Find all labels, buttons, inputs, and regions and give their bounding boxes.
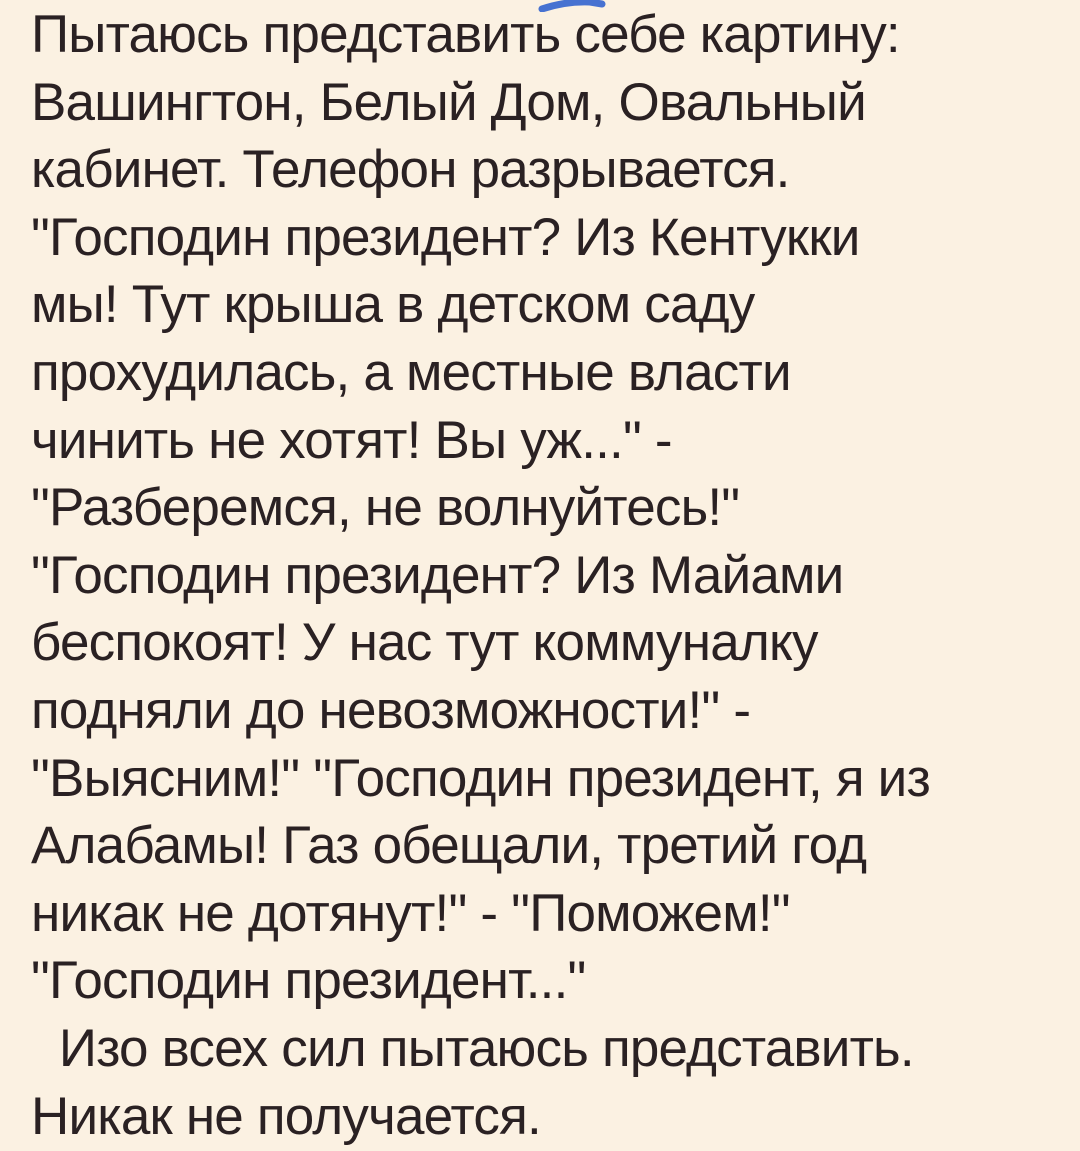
text-line: Вашингтон, Белый Дом, Овальный — [31, 72, 866, 132]
text-line: "Господин президент..." — [31, 951, 586, 1011]
text-line: подняли до невозможности!" - — [31, 680, 751, 740]
joke-text — [31, 1, 1070, 1150]
text-line: "Господин президент? Из Майами — [31, 545, 844, 605]
text-line: никак не дотянут!" - "Поможем!" — [31, 883, 790, 943]
text-line: "Разберемся, не волнуйтесь!" — [31, 478, 740, 538]
text-line: прохудилась, а местные власти — [31, 342, 791, 402]
text-line: беспокоят! У нас тут коммуналку — [31, 613, 818, 673]
text-line: "Выясним!" "Господин президент, я из — [31, 748, 930, 808]
text-line: кабинет. Телефон разрывается. — [31, 140, 790, 200]
text-line: Пытаюсь представить себе картину: — [31, 5, 900, 64]
text-line: "Господин президент? Из Кентукки — [31, 207, 860, 267]
text-line: мы! Тут крыша в детском саду — [31, 275, 755, 335]
text-line: Алабамы! Газ обещали, третий год — [31, 816, 867, 876]
text-line: чинить не хотят! Вы уж..." - — [31, 410, 672, 470]
text-line: Изо всех сил пытаюсь представить. — [31, 1018, 914, 1078]
text-line: Никак не получается. — [31, 1086, 541, 1146]
